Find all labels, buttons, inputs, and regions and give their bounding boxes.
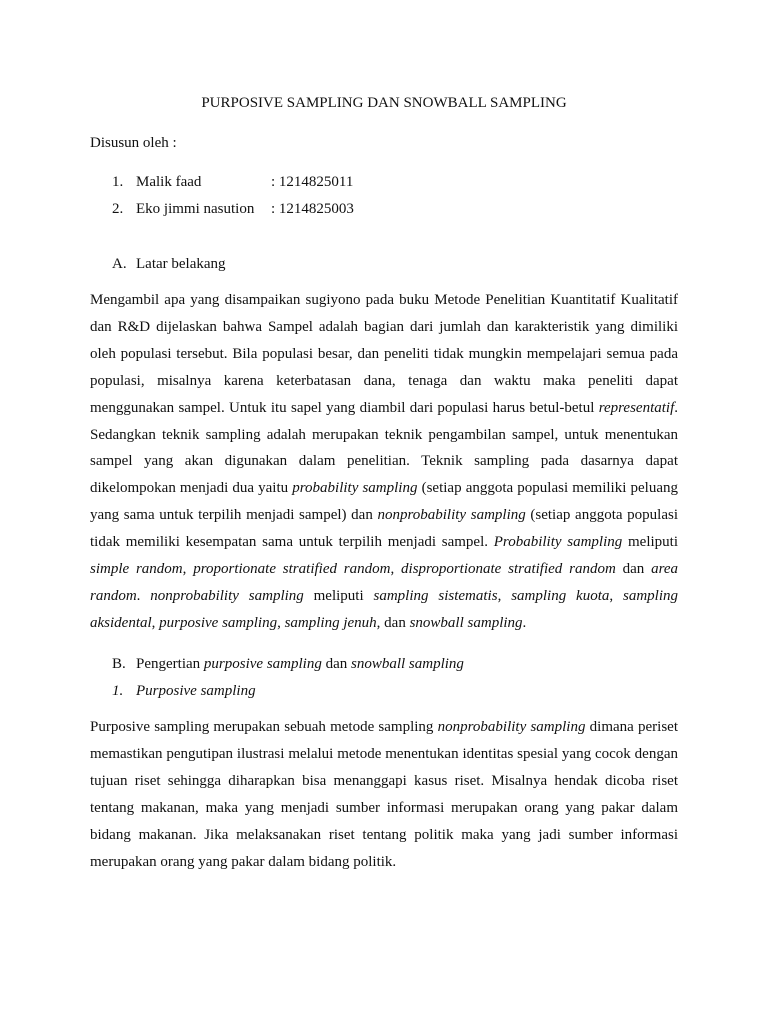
- author-name: Eko jimmi nasution: [136, 201, 255, 217]
- paragraph-latar-belakang: [90, 287, 678, 637]
- italic-text-run: simple random: [90, 561, 183, 578]
- author-list: [112, 172, 354, 226]
- text-run: ,: [497, 587, 512, 604]
- text-run: Pengertian: [136, 656, 204, 672]
- text-run: ,: [390, 561, 402, 578]
- author-id: : 1214825003: [271, 201, 354, 217]
- italic-text-run: sampling aksidental: [90, 587, 679, 631]
- italic-text-run: purposive sampling: [159, 614, 278, 631]
- italic-text-run: Probability sampling: [493, 534, 623, 551]
- text-run: ,: [609, 587, 624, 604]
- italic-text-run: sampling sistematis: [373, 587, 498, 604]
- author-name: Malik faad: [136, 174, 202, 190]
- text-run: (setiap anggota populasi memiliki peluang yang sama untuk terpilih menjadi sampel) dan: [90, 480, 678, 524]
- italic-text-run: proportionate stratified random: [193, 561, 391, 578]
- text-run: , dan: [376, 614, 410, 631]
- document-title: PURPOSIVE SAMPLING DAN SNOWBALL SAMPLING: [201, 95, 567, 111]
- section-b-number: B.: [112, 656, 126, 672]
- author-row: [112, 199, 354, 226]
- paragraph-purposive-sampling: [90, 714, 678, 875]
- text-run: dan: [321, 656, 351, 672]
- author-id: : 1214825011: [271, 174, 354, 190]
- subsection-1-number: 1.: [112, 683, 124, 699]
- text-run: (setiap anggota populasi tidak memiliki kesempatan sama untuk terpilih menjadi sampel.: [90, 507, 678, 551]
- italic-text-run: area random: [90, 561, 679, 604]
- text-run: meliputi: [303, 587, 374, 604]
- italic-text-run: purposive sampling: [203, 656, 322, 672]
- italic-text-run: nonprobability sampling: [437, 719, 586, 735]
- section-a-heading: [112, 254, 226, 274]
- italic-text-run: snowball sampling: [409, 614, 523, 631]
- section-a-title: Latar belakang: [136, 256, 226, 272]
- author-row: [112, 172, 354, 199]
- italic-text-run: sampling jenuh: [284, 614, 377, 631]
- text-run: .: [522, 614, 527, 631]
- italic-text-run: representatif: [598, 399, 675, 416]
- italic-text-run: sampling kuota: [511, 587, 610, 604]
- text-run: .: [136, 587, 151, 604]
- section-a-number: A.: [112, 256, 127, 272]
- text-run: ,: [182, 561, 194, 578]
- italic-text-run: disproportionate stratified random: [401, 561, 616, 578]
- section-b-heading: [112, 654, 464, 674]
- italic-text-run: nonprobability sampling: [377, 507, 526, 524]
- italic-text-run: snowball sampling: [351, 656, 464, 672]
- text-run: ,: [277, 614, 285, 631]
- section-b-title: [136, 656, 464, 672]
- text-run: Mengambil apa yang disampaikan sugiyono pada buku Metode Penelitian Kuantitatif Kualitatif dan R&D dijelaskan bahwa Sampel adalah bagian dari jumlah dan karakteristik yang dimiliki oleh populasi tersebut. Bila populasi besar, dan peneliti tidak mungkin mempelajari semua pada populasi, misalnya karena keterbatasan dana, tenaga dan waktu maka peneliti dapat menggunakan sampel. Untuk itu sapel yang diambil dari populasi harus betul-betul: [90, 292, 678, 416]
- text-run: dimana periset memastikan pengutipan ilustrasi melalui metode menentukan identitas spesial yang cocok dengan tujuan riset sehingga diharapkan bisa menanggapi kasus riset. Misalnya hendak dicoba riset tentang makanan, maka yang menjadi sumber informasi merupakan orang yang pakar dalam bidang makanan. Jika melaksanakan riset tentang politik maka yang jadi sumber informasi merupakan orang yang pakar dalam bidang politik.: [90, 719, 679, 870]
- text-run: ,: [151, 614, 160, 631]
- italic-text-run: nonprobability sampling: [150, 587, 304, 604]
- text-run: dan: [615, 561, 652, 578]
- text-run: Purposive sampling merupakan sebuah metode sampling: [90, 719, 438, 735]
- author-number: 1.: [112, 174, 124, 190]
- text-run: meliputi: [622, 534, 678, 551]
- text-run: . Sedangkan teknik sampling adalah merupakan teknik pengambilan sampel, untuk menentukan sampel yang akan digunakan dalam penelitian. Teknik sampling pada dasarnya dapat dikelompokan menjadi dua yaitu: [90, 399, 678, 497]
- subsection-1-title: Purposive sampling: [136, 683, 256, 699]
- author-label: Disusun oleh :: [90, 135, 177, 151]
- subsection-1-heading: [112, 681, 256, 701]
- author-number: 2.: [112, 201, 124, 217]
- italic-text-run: probability sampling: [292, 480, 418, 497]
